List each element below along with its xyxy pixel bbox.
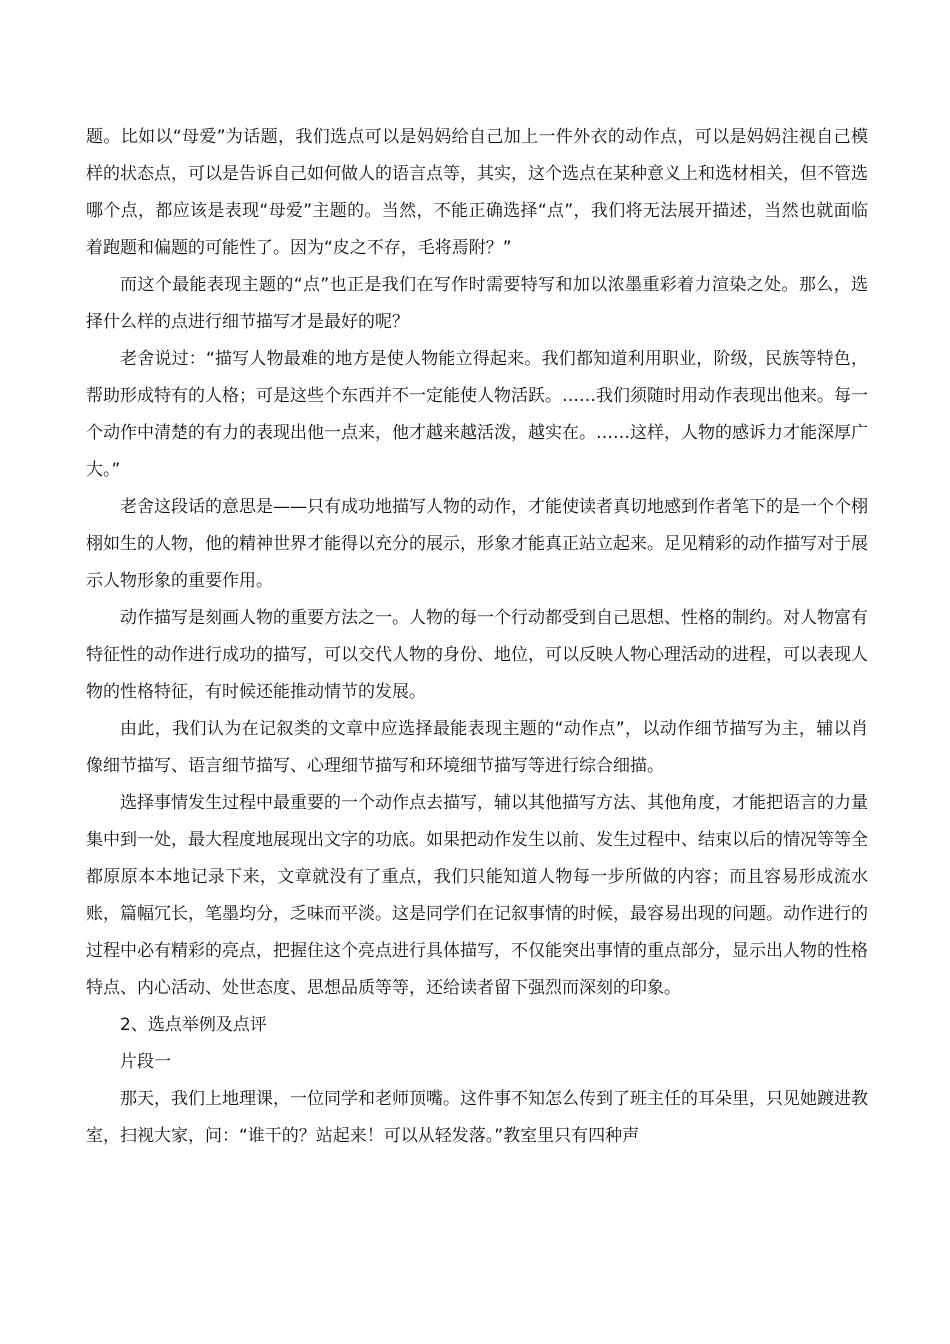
section-heading: 2、选点举例及点评 (120, 1015, 267, 1035)
subsection-heading: 片段一 (120, 1052, 171, 1072)
paragraph: 选择事情发生过程中最重要的一个动作点去描写，辅以其他描写方法、其他角度，才能把语言的力量集中到一处，最大程度地展现出文字的功底。如果把动作发生以前、发生过程中、结束以后的情况等等全都原原本本地记录下来，文章就没有了重点，我们只能知道人物每一步所做的内容；而且容易形成流水账，篇幅冗长，笔墨均分，乏味而平淡。这是同学们在记叙事情的时候，最容易出现的问题。动作进行的过程中必有精彩的亮点，把握住这个亮点进行具体描写，不仅能突出事情的重点部分，显示出人物的性格特点、内心活动、处世态度、思想品质等等，还给读者留下强烈而深刻的印象。 (86, 793, 868, 998)
paragraph: 而这个最能表现主题的“点”也正是我们在写作时需要特写和加以浓墨重彩着力渲染之处。那么，选择什么样的点进行细节描写才是最好的呢？ (86, 275, 868, 332)
paragraph: 由此，我们认为在记叙类的文章中应选择最能表现主题的“动作点”，以动作细节描写为主，辅以肖像细节描写、语言细节描写、心理细节描写和环境细节描写等进行综合细描。 (86, 719, 868, 776)
paragraph: 老舍说过：“描写人物最难的地方是使人物能立得起来。我们都知道利用职业，阶级，民族等特色，帮助形成特有的人格；可是这些个东西并不一定能使人物活跃。……我们须随时用动作表现出他来。每一个动作中清楚的有力的表现出他一点来，他才越来越活泼，越实在。……这样，人物的感诉力才能深厚广大。” (86, 349, 868, 480)
paragraph: 那天，我们上地理课，一位同学和老师顶嘴。这件事不知怎么传到了班主任的耳朵里，只见她踱进教室，扫视大家，问：“谁干的？站起来！可以从轻发落。”教室里只有四种声 (86, 1089, 868, 1146)
document-body (86, 119, 868, 1155)
paragraph: 动作描写是刻画人物的重要方法之一。人物的每一个行动都受到自己思想、性格的制约。对人物富有特征性的动作进行成功的描写，可以交代人物的身份、地位，可以反映人物心理活动的进程，可以表现人物的性格特征，有时候还能推动情节的发展。 (86, 608, 868, 702)
paragraph: 老舍这段话的意思是——只有成功地描写人物的动作，才能使读者真切地感到作者笔下的是一个个栩栩如生的人物，他的精神世界才能得以充分的展示，形象才能真正站立起来。足见精彩的动作描写对于展示人物形象的重要作用。 (86, 497, 868, 591)
paragraph: 题。比如以“母爱”为话题，我们选点可以是妈妈给自己加上一件外衣的动作点，可以是妈妈注视自己模样的状态点，可以是告诉自己如何做人的语言点等，其实，这个选点在某种意义上和选材相关，但不管选哪个点，都应该是表现“母爱”主题的。当然，不能正确选择“点”，我们将无法展开描述，当然也就面临着跑题和偏题的可能性了。因为“皮之不存，毛将焉附？” (86, 127, 868, 258)
